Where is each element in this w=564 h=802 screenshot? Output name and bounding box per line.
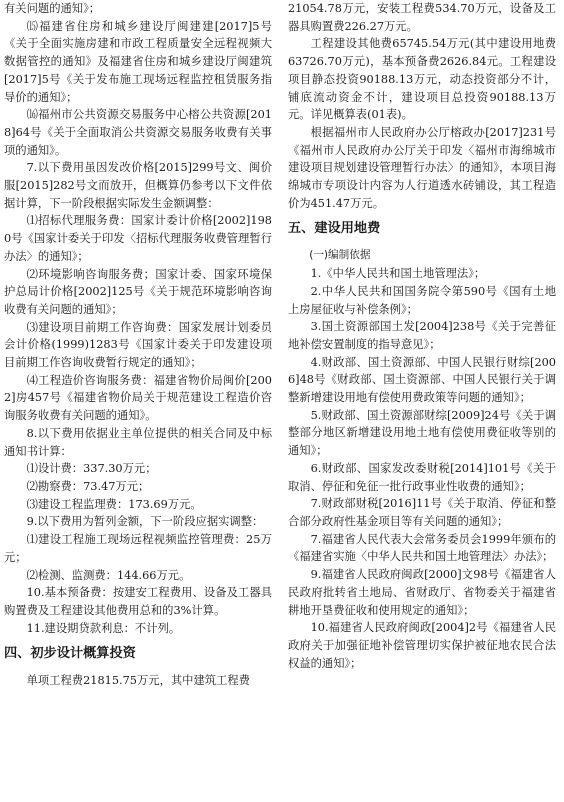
paragraph: ⑵环境影响咨询服务费；国家计委、国家环境保护总局计价格[2002]125号《关于规范环境影响咨询收费有关问题的通知》； [4, 267, 272, 316]
paragraph: 根据福州市人民政府办公厅榕政办[2017]231号《福州市人民政府办公厅关于印发〈福州市海绵城市建设项目规划建设管理暂行办法〉的通知》，本项目海绵城市专项设计内容为人行道透水砖铺设，其工程造价为451.47万元。 [288, 125, 556, 210]
section-heading: 四、初步设计概算投资 [4, 646, 136, 662]
paragraph: 5.财政部、国土资源部财综[2009]24号《关于调整部分地区新增建设用地土地有偿使用费征收等别的通知》； [288, 408, 556, 458]
paragraph: 4.财政部、国土资源部、中国人民银行财综[2006]48号《财政部、国土资源部、中国人民银行关于调整新增建设用地有偿使用费政策等问题的通知》； [288, 355, 556, 405]
paragraph: ⑵检测、监测费：144.66万元。 [26, 568, 191, 582]
paragraph: ⑷工程造价咨询服务费：福建省物价局闽价[2002]房457号《福建省物价局关于规范建设工程造价咨询服务收费有关问题的通知》。 [4, 373, 272, 423]
paragraph: 7.以下费用虽因发改价格[2015]299号文、闽价服[2015]282号文而放开，但概算仍参考以下文件依据计算，下一阶段根据实际发生金额调整： [4, 161, 272, 210]
paragraph: ⑴建设工程施工现场远程视频监控管理费：25万元； [4, 533, 272, 564]
paragraph: ⑴招标代理服务费：国家计委计价格[2002]1980号《国家计委关于印发〈招标代理服务收费管理暂行办法〉的通知》； [4, 214, 272, 263]
paragraph: 工程建设其他费65745.54万元(其中建设用地费63726.70万元)，基本预备费2626.84元。工程建设项目静态投资90188.13万元，动态投资部分不计，铺底流动资金不计，建设项目总投资90188.13万元。详见概算表(01表)。 [288, 37, 556, 122]
paragraph: 9.福建省人民政府闽政[2000]文98号《福建省人民政府批转省土地局、省财政厅、省物委关于福建省耕地开垦费征收和使用规定的通知》； [288, 568, 556, 617]
section-heading: 五、建设用地费 [288, 221, 381, 237]
paragraph: 8.以下费用依据业主单位提供的相关合同及中标通知书计算： [4, 426, 272, 458]
paragraph: 1.《中华人民共和国土地管理法》； [310, 267, 486, 281]
paragraph: 10.福建省人民政府闽政[2004]2号《福建省人民政府关于加强征地补偿管理切实保护被征地农民合法权益的通知》； [288, 621, 556, 670]
paragraph: 有关问题的通知》； [4, 2, 101, 15]
paragraph: ⒃福州市公共资源交易服务中心榕公共资源[2018]64号《关于全面取消公共资源交易服务收费有关事项的通知》。 [4, 108, 272, 157]
paragraph: 7.福建省人民代表大会常务委员会1999年颁布的《福建省实施〈中华人民共和国土地管理法〉办法》； [288, 532, 556, 564]
paragraph: 11.建设期贷款利息：不计列。 [26, 621, 181, 635]
paragraph: ⑴设计费：337.30万元； [26, 462, 157, 476]
paragraph: 单项工程费21815.75万元，其中建筑工程费 [26, 674, 250, 688]
paragraph: 6.财政部、国家发改委财税[2014]101号《关于取消、停征和免征一批行政事业性收费的通知》； [288, 461, 556, 493]
paragraph: 21054.78万元，安装工程费534.70万元，设备及工器具购置费226.27万元。 [288, 2, 556, 33]
paragraph: 9.以下费用为暂列金额，下一阶段应据实调整： [26, 515, 264, 529]
paragraph: ⑶建设项目前期工作咨询费：国家发展计划委员会计价格(1999)1283号《国家计委关于印发建设项目前期工作咨询收费暂行规定的通知》； [4, 320, 272, 370]
paragraph: 7.财政部财税[2016]11号《关于取消、停征和整合部分政府性基金项目等有关问题的通知》； [288, 497, 556, 528]
paragraph: 2.中华人民共和国国务院令第590号《国有土地上房屋征收与补偿条例》； [288, 284, 556, 316]
paragraph: ⒂福建省住房和城乡建设厅闽建建[2017]5号《关于全面实施房建和市政工程质量安全远程视频大数据管控的通知》及福建省住房和城乡建设厅闽建筑[2017]5号《关于发布施工现场远程监控租赁服务指导价的通知》； [4, 19, 272, 104]
paragraph: ⑶建设工程监理费：173.69万元。 [26, 497, 202, 511]
subsection-heading: (一)编制依据 [309, 249, 371, 262]
paragraph: 10.基本预备费：按建安工程费用、设备及工器具购置费及工程建设其他费用总和的3%计算。 [4, 586, 272, 617]
paragraph: 3.国土资源部国土发[2004]238号《关于完善征地补偿安置制度的指导意见》； [288, 320, 556, 351]
left-column [4, 0, 272, 690]
paragraph: ⑵勘察费：73.47万元； [26, 479, 150, 493]
right-column [288, 0, 556, 672]
